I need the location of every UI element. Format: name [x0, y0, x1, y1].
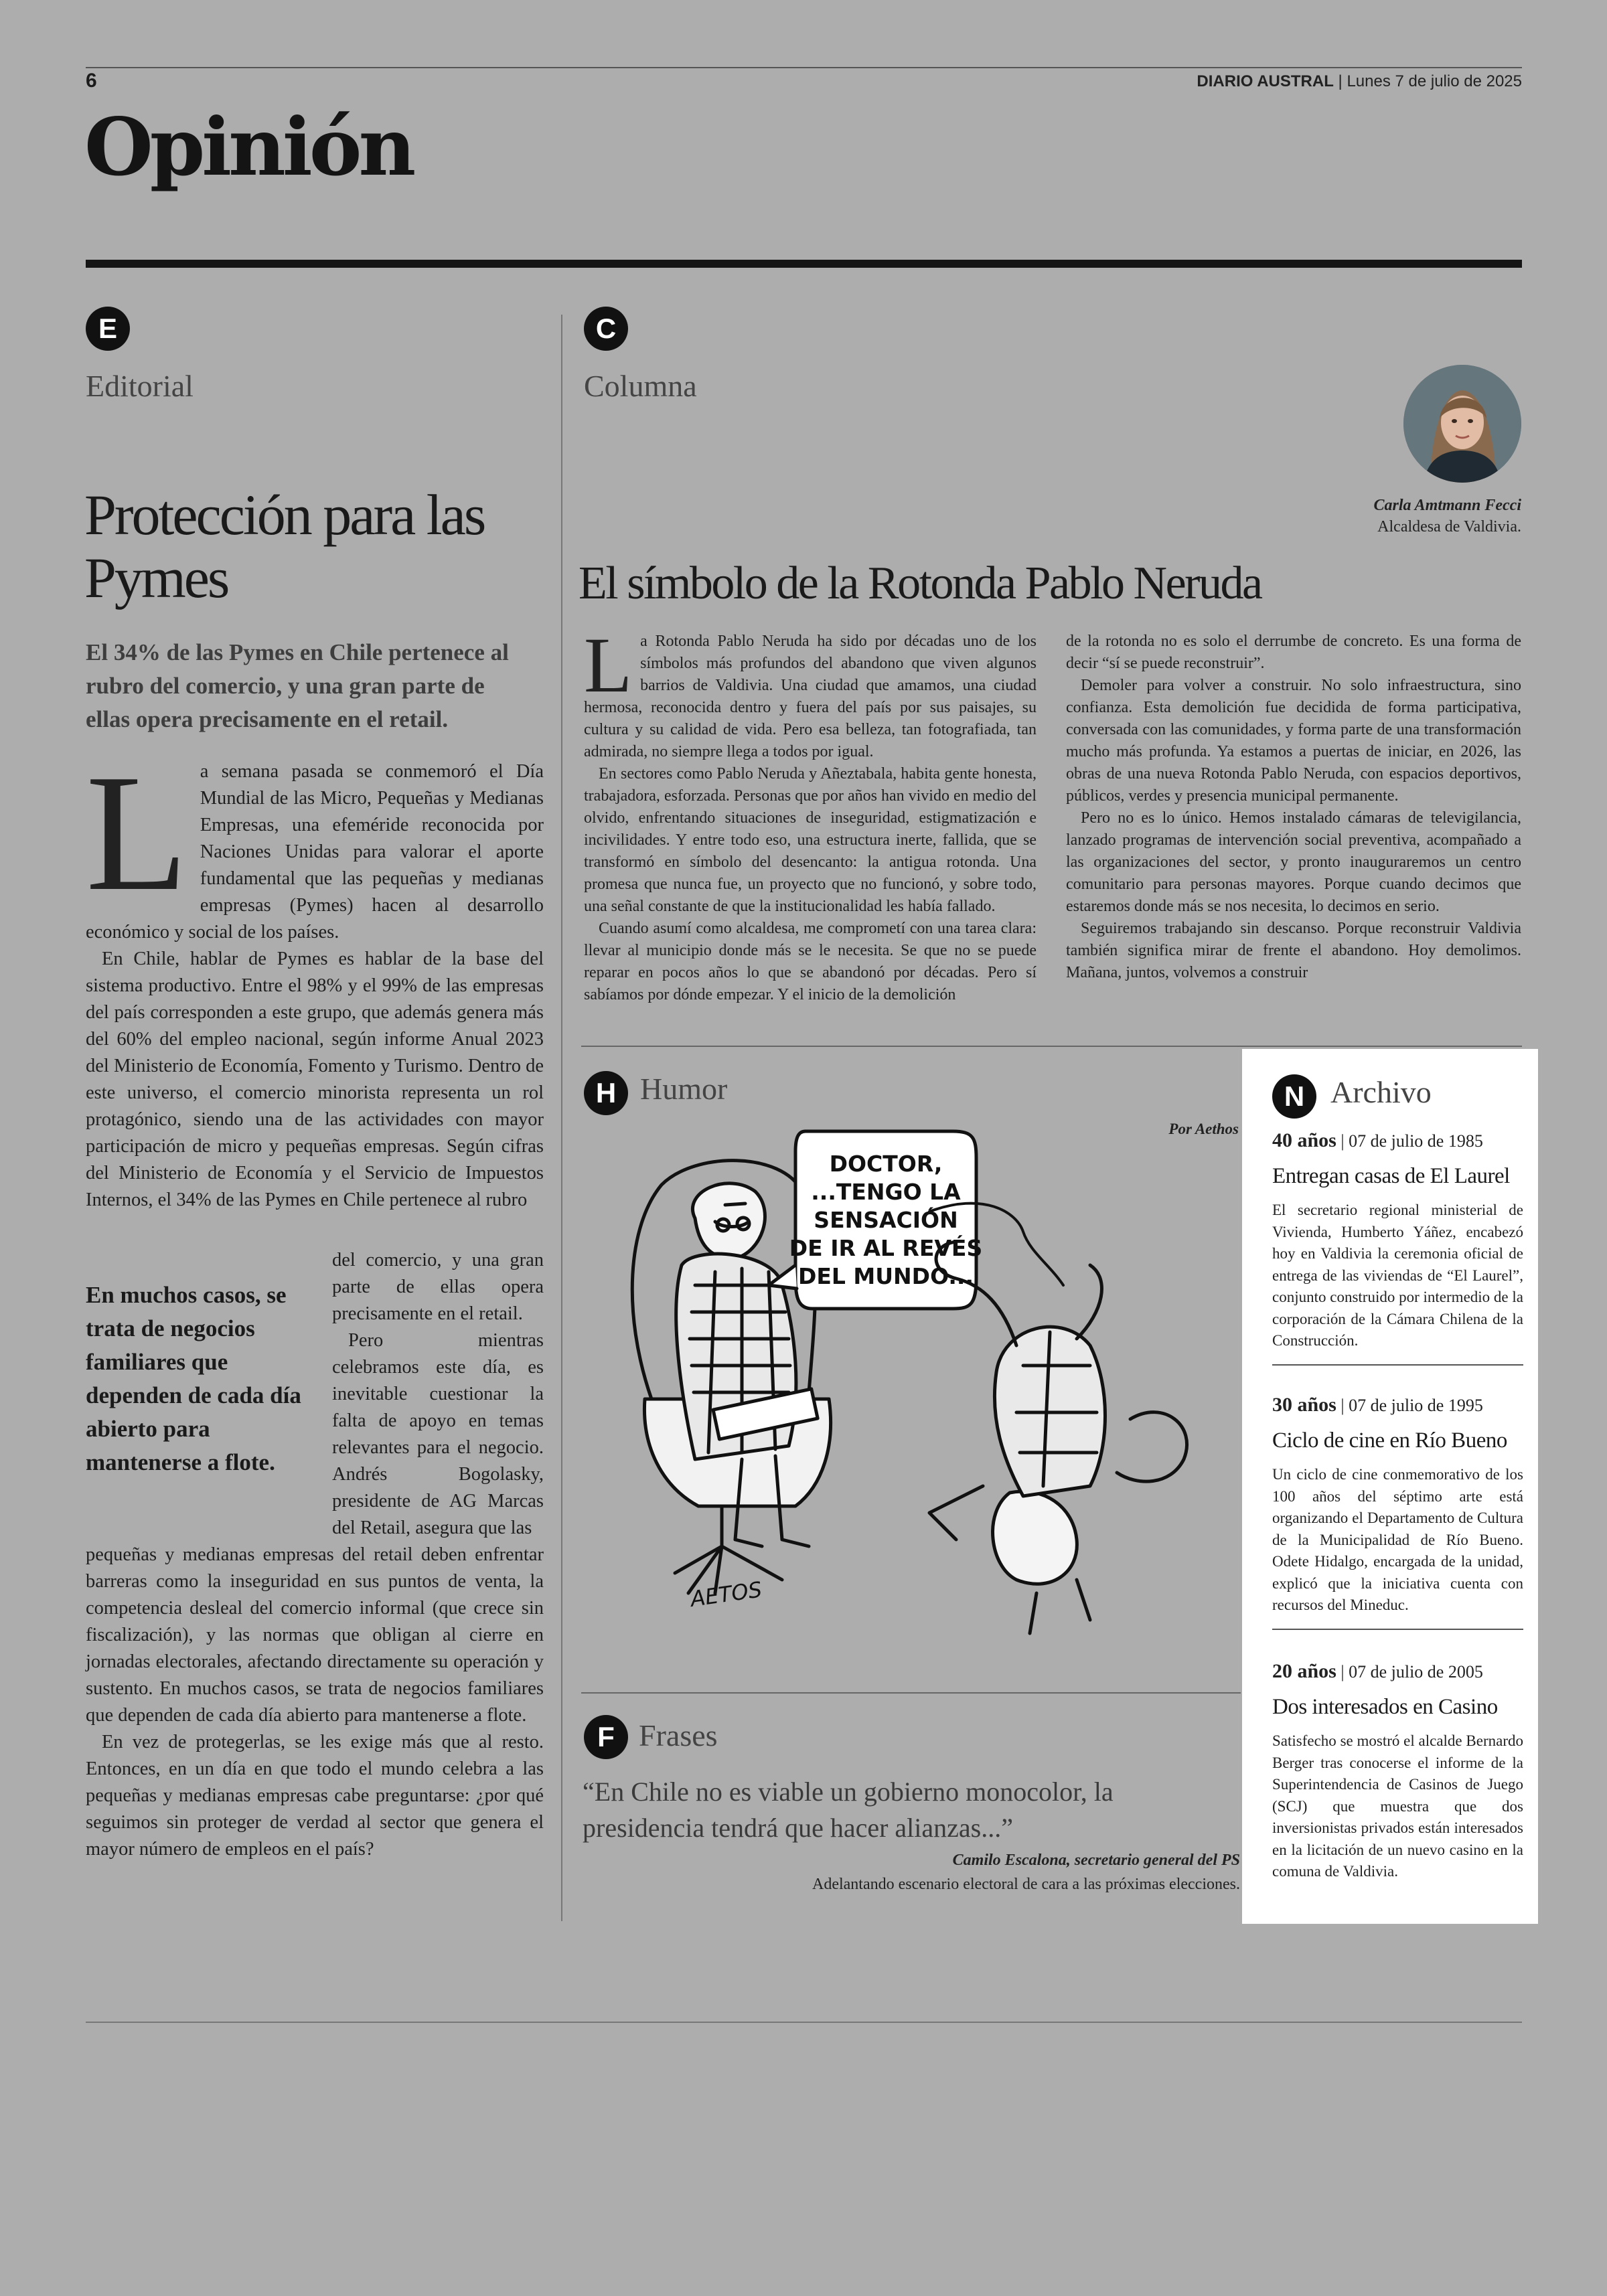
- archivo-item-3-years: 20 años: [1272, 1660, 1336, 1682]
- paper-name: DIARIO AUSTRAL: [1197, 72, 1334, 90]
- archivo-item-3-date: 07 de julio de 2005: [1349, 1662, 1483, 1682]
- paper-dateline: [1197, 72, 1522, 91]
- editorial-label: Editorial: [86, 369, 194, 403]
- archivo-item-1-date: 07 de julio de 1985: [1349, 1131, 1483, 1151]
- author-name: Carla Amtmann Fecci: [1373, 497, 1521, 514]
- section-rule: [86, 260, 1522, 268]
- column-paragraph-4: de la rotonda no es solo el derrumbe de concreto. Es una forma de decir “sí se puede reconstruir”.: [1066, 633, 1521, 672]
- archivo-item-2-dateline: 30 años | 07 de julio de 1995: [1272, 1394, 1483, 1416]
- archivo-item-1-years: 40 años: [1272, 1129, 1336, 1151]
- column-dropcap: L: [584, 621, 633, 709]
- archivo-item-3-dateline: 20 años | 07 de julio de 2005: [1272, 1660, 1483, 1682]
- archivo-item-1-rule: [1272, 1364, 1523, 1366]
- top-rule: [86, 67, 1522, 68]
- editorial-badge: E: [86, 307, 130, 351]
- archivo-item-1-text: El secretario regional ministerial de Vivienda, Humberto Yáñez, encabezó hoy en Valdivia la ceremonia oficial de entrega de las viviendas de “El Laurel”, conjunto construido por intermedio de la corporación de la Cámara Chilena de la Construcción.: [1272, 1202, 1523, 1349]
- column-text-right: [1066, 631, 1521, 984]
- frases-attribution: Camilo Escalona, secretario general del PS: [952, 1852, 1240, 1869]
- archivo-item-2-date: 07 de julio de 1995: [1349, 1396, 1483, 1415]
- editorial-paragraph-2-cont: del comercio, y una gran parte de ellas opera precisamente en el retail.: [332, 1250, 544, 1324]
- archivo-item-2-rule: [1272, 1629, 1523, 1630]
- column-paragraph-3: Cuando asumí como alcaldesa, me comprometí con una tarea clara: llevar al municipio donde más se le necesita. Se que no se puede reparar en pocos años lo que se abandonó por décadas. Pero sí sabíamos por dónde empezar. Y el inicio de la demolición: [584, 920, 1037, 1003]
- column-paragraph-6: Pero no es lo único. Hemos instalado cámaras de televigilancia, lanzado programas de intervención social preventiva, acompañado a las organizaciones del sector, y pronto inauguraremos un centro comunitario para personas mayores. Porque cuando decimos que estaremos donde más se nos necesita, lo decimos en serio.: [1066, 809, 1521, 915]
- editorial-paragraph-3a: Pero mientras celebramos este día, es inevitable cuestionar la falta de apoyo en temas relevantes para el negocio. Andrés Bogolasky, presidente de AG Marcas del Retail, asegura que las: [332, 1330, 544, 1538]
- humor-cartoon: [581, 1111, 1237, 1694]
- archivo-item-1: [1272, 1129, 1523, 1366]
- patient-icon: [993, 1491, 1077, 1584]
- archivo-label: Archivo: [1330, 1075, 1432, 1109]
- section-title: Opinión: [84, 100, 413, 193]
- editorial-body-top: [86, 740, 544, 1214]
- archivo-item-1-title: Entregan casas de El Laurel: [1272, 1164, 1510, 1188]
- speech-line-1: DOCTOR,: [829, 1151, 943, 1177]
- author-photo: [1403, 365, 1521, 483]
- archivo-item-3-text: Satisfecho se mostró el alcalde Bernardo Berger tras conocerse el informe de la Superintendencia de Casinos de Juego (SCJ) que muestra que dos inversionistas privados están interesados en la licitación de un nuevo casino en la comuna de Valdivia.: [1272, 1732, 1523, 1880]
- speech-line-4: DE IR AL REVÉS: [789, 1235, 983, 1261]
- editorial-paragraph-3b: pequeñas y medianas empresas del retail deben enfrentar barreras como la inseguridad en sus puntos de venta, la competencia desleal del comercio informal (que crece sin fiscalización), y las normas que obligan al cierre en jornadas electorales, afectando directamente su operación y sustento. En muchos casos, se trata de negocios familiares que dependen de cada día abierto para mantenerse a flote.: [86, 1544, 544, 1726]
- editorial-paragraph-2: En Chile, hablar de Pymes es hablar de la base del sistema productivo. Entre el 98% y el 99% de las empresas del país corresponden a este grupo, que además genera más del 60% del empleo nacional, según informe Anual 2023 del Ministerio de Economía, Fomento y Turismo. Dentro de este universo, el comercio minorista representa un rol protagónico, siendo una de las actividades con mayor participación de micro y pequeñas empresas. Según cifras del Ministerio de Economía y el Servicio de Impuestos Internos, el 34% de las Pymes en Chile pertenece al rubro: [86, 949, 544, 1210]
- frases-badge: F: [584, 1715, 628, 1759]
- speech-line-2: ...TENGO LA: [811, 1179, 961, 1205]
- dateline-separator: |: [1338, 72, 1347, 90]
- editorial-pullquote: En muchos casos, se trata de negocios familiares que dependen de cada día abierto para mantenerse a flote.: [86, 1282, 301, 1475]
- footer-rule: [86, 2022, 1522, 2023]
- page-number: 6: [86, 70, 97, 92]
- humor-bottom-rule: [581, 1692, 1241, 1694]
- frases-context: Adelantando escenario electoral de cara a las próximas elecciones.: [812, 1876, 1240, 1893]
- column-bottom-rule: [581, 1046, 1522, 1047]
- author-portrait-icon: [1403, 365, 1521, 483]
- archivo-item-3: [1272, 1660, 1523, 1883]
- editorial-deck: El 34% de las Pymes en Chile pertenece al rubro del comercio, y una gran parte de ellas opera precisamente en el retail.: [86, 639, 509, 732]
- humor-label: Humor: [640, 1072, 728, 1106]
- column-divider: [561, 315, 562, 1921]
- editorial-body-bottom: [86, 1542, 544, 1863]
- archivo-box: [1242, 1049, 1538, 1924]
- frases-quote: “En Chile no es viable un gobierno monocolor, la presidencia tendrá que hacer alianzas...”: [583, 1777, 1114, 1843]
- speech-line-5: DEL MUNDO...: [797, 1263, 974, 1289]
- column-text-left: [584, 621, 1037, 1006]
- cartoonist-signature: AETOS: [688, 1576, 764, 1612]
- archivo-item-2-years: 30 años: [1272, 1394, 1336, 1416]
- column-paragraph-7: Seguiremos trabajando sin descanso. Porque reconstruir Valdivia también significa mirar de frente el abandono. Hoy demolimos. Mañana, juntos, volvemos a construir: [1066, 920, 1521, 981]
- archivo-item-2: [1272, 1394, 1523, 1630]
- archivo-item-3-title: Dos interesados en Casino: [1272, 1695, 1498, 1719]
- issue-date: Lunes 7 de julio de 2025: [1347, 72, 1522, 90]
- column-label: Columna: [584, 369, 697, 403]
- speech-line-3: SENSACIÓN: [814, 1207, 958, 1233]
- column-paragraph-5: Demoler para volver a construir. No solo infraestructura, sino confianza. Esta demolición fue decidida de forma participativa, conversada con las comunidades, y forma parte de una transformación mucho más profunda. Ya estamos a puertas de iniciar, en 2026, las obras de una nueva Rotonda Pablo Neruda, con espacios deportivos, públicos, verdes y presencia municipal permanente.: [1066, 677, 1521, 805]
- archivo-item-2-text: Un ciclo de cine conmemorativo de los 100 años del séptimo arte está organizando el Departamento de Cultura de la Municipalidad de Río Bueno. Odete Hidalgo, encargada de la unidad, explicó que la iniciativa cuenta con recursos del Mineduc.: [1272, 1466, 1523, 1613]
- column-headline: El símbolo de la Rotonda Pablo Neruda: [579, 558, 1261, 609]
- column-paragraph-2: En sectores como Pablo Neruda y Añeztabala, habita gente honesta, trabajadora, esforzada. Personas que por años han vivido en medio del olvido, enfrentando situaciones de inseguridad, estigmatización e incivilidades. Y entre todo eso, una estructura inerte, fallida, que se transformó en símbolo del desencanto: la antigua rotonda. Una promesa que nunca fue, un proyecto que no funcionó, y sobre todo, una señal constante de que la institucionalidad les había fallado.: [584, 765, 1037, 915]
- archivo-badge: N: [1272, 1074, 1316, 1119]
- editorial-headline: Protección para las Pymes: [84, 483, 485, 610]
- editorial-paragraph-4: En vez de protegerlas, se les exige más que al resto. Entonces, en un día en que todo el mundo celebra a las pequeñas y medianas empresas cabe preguntarse: ¿por qué seguimos sin proteger de verdad al sector que genera el mayor número de empleos en el país?: [86, 1732, 544, 1860]
- humor-badge: H: [584, 1071, 628, 1115]
- editorial-dropcap: L: [86, 740, 188, 926]
- editorial-body-right: [332, 1247, 544, 1542]
- author-role: Alcaldesa de Valdivia.: [1377, 518, 1521, 536]
- column-paragraph-1: a Rotonda Pablo Neruda ha sido por décadas uno de los símbolos más profundos del abandono que viven algunos barrios de Valdivia. Una ciudad que amamos, una ciudad hermosa, reconocida dentro y fuera del país por sus paisajes, su cultura y su calidad de vida. Pero esa belleza, tan fotografiada, tan admirada, no siempre llega a todos por igual.: [584, 633, 1037, 760]
- cartoon-credit: Por Aethos: [1168, 1121, 1239, 1137]
- frases-label: Frases: [639, 1718, 718, 1752]
- column-badge: C: [584, 307, 628, 351]
- archivo-item-1-dateline: 40 años | 07 de julio de 1985: [1272, 1129, 1483, 1151]
- editorial-paragraph-1: a semana pasada se conmemoró el Día Mundial de las Micro, Pequeñas y Medianas Empresas, una efeméride reconocida por Naciones Unidas para valorar el aporte fundamental que las pequeñas y medianas empresas (Pymes) hacen al desarrollo económico y social de los países.: [86, 761, 544, 942]
- archivo-item-2-title: Ciclo de cine en Río Bueno: [1272, 1428, 1507, 1453]
